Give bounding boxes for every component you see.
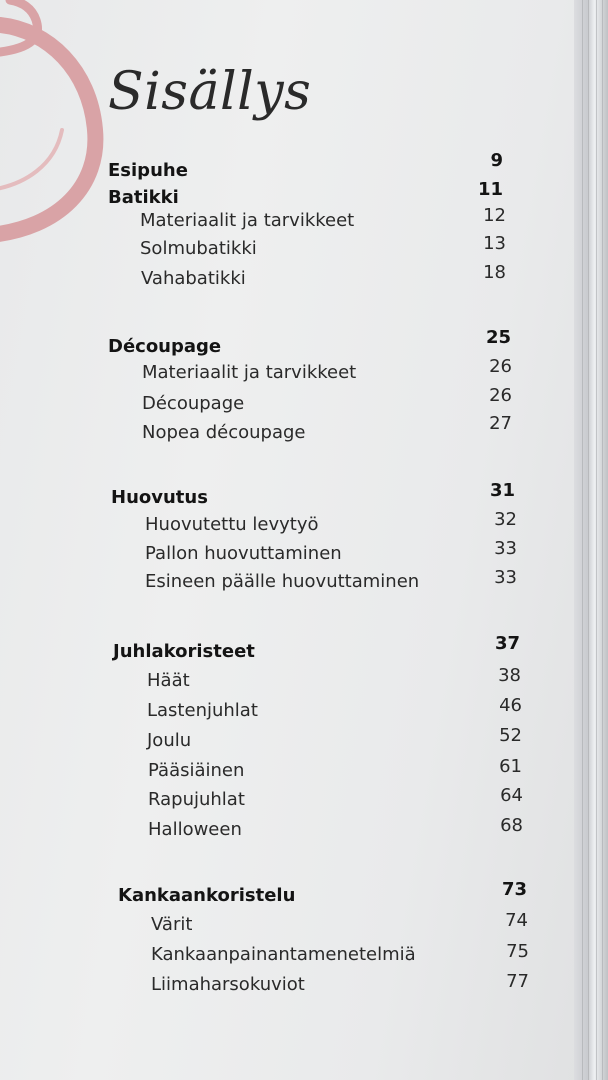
toc-item (0, 262, 608, 294)
item-label: Pallon huovuttaminen (145, 543, 342, 564)
toc-item (0, 725, 608, 756)
toc-item (0, 509, 608, 540)
item-page-number: 77 (506, 971, 529, 992)
toc-item (0, 413, 608, 448)
section-heading: Découpage (108, 336, 222, 357)
item-page-number: 12 (483, 205, 506, 226)
item-label: Esineen päälle huovuttaminen (145, 571, 420, 592)
toc-item (0, 971, 608, 1000)
toc-section-juhlakoristeet (0, 633, 608, 667)
item-page-number: 18 (483, 262, 506, 283)
item-page-number: 27 (489, 413, 512, 434)
item-page-number: 38 (498, 665, 521, 686)
item-page-number: 33 (494, 538, 517, 559)
page-title: Sisällys (108, 62, 312, 122)
section-heading: Huovutus (111, 487, 208, 508)
section-heading: Juhlakoristeet (113, 641, 255, 662)
toc-item (0, 910, 608, 940)
toc-item (0, 567, 608, 597)
item-label: Häät (147, 670, 190, 691)
section-page-number: 73 (501, 879, 527, 900)
item-label: Huovutettu levytyö (145, 514, 319, 535)
section-page-number: 11 (477, 179, 503, 200)
toc-item (0, 205, 608, 236)
toc-item (0, 756, 608, 786)
item-label: Nopea découpage (142, 422, 306, 443)
item-label: Halloween (148, 819, 242, 840)
section-page-number: 31 (489, 480, 515, 501)
toc-item (0, 941, 608, 970)
item-page-number: 52 (499, 725, 522, 746)
item-page-number: 46 (499, 695, 522, 716)
item-page-number: 61 (499, 756, 522, 777)
toc-item (0, 385, 608, 419)
section-heading: Batikki (108, 187, 179, 208)
item-label: Värit (151, 914, 193, 935)
item-label: Vahabatikki (141, 268, 246, 289)
section-heading: Esipuhe (108, 160, 188, 181)
toc-item (0, 233, 608, 264)
toc-section-esipuhe (0, 150, 608, 186)
toc-item (0, 665, 608, 696)
item-page-number: 26 (489, 385, 512, 406)
item-page-number: 26 (489, 356, 512, 377)
toc-item (0, 815, 608, 845)
item-label: Pääsiäinen (148, 760, 245, 781)
item-page-number: 75 (506, 941, 529, 962)
toc-item (0, 695, 608, 726)
item-page-number: 68 (500, 815, 523, 836)
item-page-number: 33 (494, 567, 517, 588)
section-heading: Kankaankoristelu (118, 885, 296, 906)
item-label: Lastenjuhlat (147, 700, 258, 721)
item-label: Liimaharsokuviot (151, 974, 305, 995)
section-page-number: 37 (494, 633, 520, 654)
toc-item (0, 785, 608, 815)
item-page-number: 32 (494, 509, 517, 530)
item-label: Découpage (142, 393, 245, 414)
item-label: Rapujuhlat (148, 789, 245, 810)
item-label: Kankaanpainantamenetelmiä (151, 944, 416, 965)
item-label: Joulu (147, 730, 192, 751)
toc-item (0, 356, 608, 388)
section-page-number: 9 (490, 150, 503, 171)
item-page-number: 13 (483, 233, 506, 254)
section-page-number: 25 (485, 327, 511, 348)
item-page-number: 74 (505, 910, 528, 931)
toc-section-kankaankoristelu (0, 879, 608, 911)
toc-section-decoupage (0, 327, 608, 362)
item-label: Materiaalit ja tarvikkeet (140, 210, 355, 231)
item-label: Solmubatikki (140, 238, 257, 259)
item-label: Materiaalit ja tarvikkeet (142, 362, 357, 383)
toc-item (0, 538, 608, 569)
item-page-number: 64 (500, 785, 523, 806)
